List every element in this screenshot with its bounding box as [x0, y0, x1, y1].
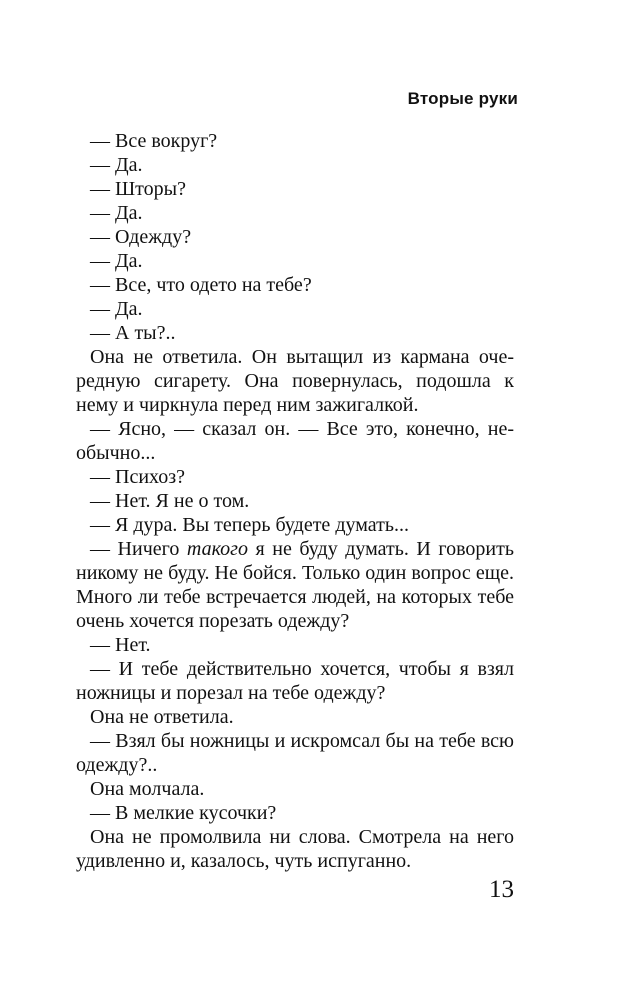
paragraph: — А ты?..	[90, 322, 176, 344]
paragraph: — Да.	[90, 154, 143, 176]
paragraph: — И тебе действительно хочется, чтобы я взял ножницы и порезал на тебе одежду?	[76, 658, 514, 704]
paragraph: — Все вокруг?	[90, 130, 218, 152]
paragraph-part: — Ничего	[90, 538, 187, 560]
emphasized-word: такого	[186, 538, 248, 560]
page-number: 13	[489, 876, 514, 903]
paragraph: Она не ответила. Он вытащил из кармана оче-редную сигарету. Она повернулась, подошла к нему и чиркнула перед ним зажигалкой.	[76, 346, 514, 416]
paragraph: — Да.	[90, 250, 143, 272]
paragraph-with-emphasis	[76, 537, 514, 633]
paragraph: — Психоз?	[90, 466, 186, 488]
body-text	[76, 129, 514, 873]
paragraph-part: я не буду думать. И говорить никому не буду. Не бойся. Только один вопрос еще. Много ли тебе встречается людей, на которых тебе очень хочется порезать одежду?	[76, 538, 514, 632]
paragraph: — В мелкие кусочки?	[90, 802, 277, 824]
paragraph: — Да.	[90, 298, 143, 320]
paragraph: — Ясно, — сказал он. — Все это, конечно, не-обычно...	[76, 418, 514, 464]
paragraph: Она не промолвила ни слова. Смотрела на него удивленно и, казалось, чуть испуганно.	[76, 826, 514, 872]
paragraph: — Одежду?	[90, 226, 192, 248]
paragraph: — Нет.	[90, 634, 151, 656]
paragraph: — Шторы?	[90, 178, 186, 200]
paragraph: Она молчала.	[90, 778, 205, 800]
paragraph: — Да.	[90, 202, 143, 224]
running-header: Вторые руки	[407, 89, 518, 108]
paragraph: Она не ответила.	[90, 706, 234, 728]
paragraph: — Все, что одето на тебе?	[90, 274, 312, 296]
paragraph: — Нет. Я не о том.	[90, 490, 250, 512]
paragraph: — Я дура. Вы теперь будете думать...	[90, 514, 409, 536]
paragraph: — Взял бы ножницы и искромсал бы на тебе всю одежду?..	[76, 730, 514, 776]
